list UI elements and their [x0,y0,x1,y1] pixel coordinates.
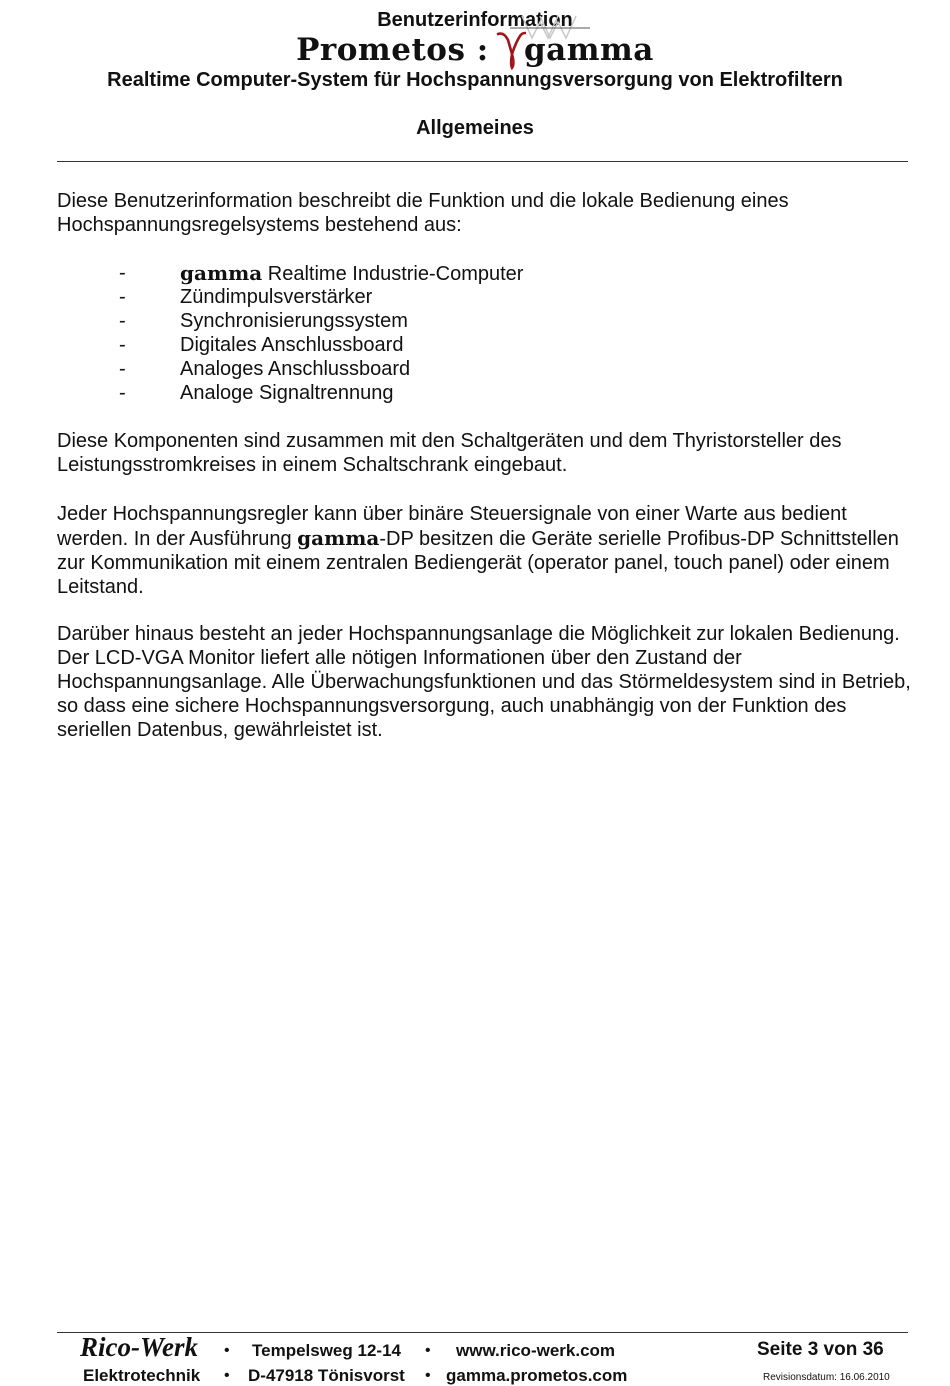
list-item-label: Analoges Anschlussboard [180,358,411,380]
product-logo-prefix: Prometos : [296,32,489,68]
list-item [57,333,913,357]
list-dash: - [119,382,126,404]
list-dash: - [119,358,126,380]
gamma-brand-word: gamma [297,526,380,550]
list-dash: - [119,286,126,308]
paragraph-control-part2: -DP besitzen die Geräte serielle Profibus-DP Schnittstellen zur Kommunikation mit einem zentralen Bediengerät (operator panel, touch panel) oder einem Leitstand. [57,528,899,598]
header-divider [57,161,908,162]
list-item [57,309,913,333]
list-item-label: Synchronisierungssystem [180,310,408,332]
page-number: Seite 3 von 36 [757,1339,884,1360]
footer-website-2[interactable]: gamma.prometos.com [446,1366,628,1385]
paragraph-control-part1: Jeder Hochspannungsregler kann über binäre Steuersignale von einer Warte aus bedient werden. In der Ausführung [57,503,847,550]
list-item-label: Zündimpulsverstärker [180,286,373,308]
list-item [57,261,913,285]
paragraph-local-operation: Darüber hinaus besteht an jeder Hochspannungsanlage die Möglichkeit zur lokalen Bedienung. Der LCD-VGA Monitor liefert alle nötigen Informationen über den Zustand der Hochspannungsanlage. Alle Überwachungsfunktionen und das Störmeldesystem sind in Betrieb, so dass eine sichere Hochspannungsversorgung, auch unabhängig von der Funktion des seriellen Datenbus, gewährleistet ist. [57,623,911,741]
list-item [57,381,913,405]
gamma-brand-word: gamma [180,261,263,285]
gamma-symbol-icon [496,30,526,70]
product-logo-suffix: gamma [523,32,654,68]
product-logo [0,30,950,70]
list-item [57,357,913,381]
footer-bullet: • [425,1367,431,1384]
intro-paragraph: Diese Benutzerinformation beschreibt die Funktion und die lokale Bedienung eines Hochspannungsregelsystems bestehend aus: [57,190,789,236]
header-kicker: Benutzerinformation [377,9,573,31]
company-logo: Rico-Werk [80,1332,198,1362]
revision-date: Revisionsdatum: 16.06.2010 [763,1372,890,1383]
footer-website-1[interactable]: www.rico-werk.com [456,1341,616,1360]
list-item-label: Analoge Signaltrennung [180,382,394,404]
paragraph-components: Diese Komponenten sind zusammen mit den Schaltgeräten und dem Thyristorsteller des Leistungsstromkreises in einem Schaltschrank eingebaut. [57,430,842,476]
list-item [57,285,913,309]
list-dash: - [119,310,126,332]
list-item-label: Realtime Industrie-Computer [262,263,524,285]
list-dash: - [119,262,126,284]
paragraph-control [57,502,913,599]
list-item-label: Digitales Anschlussboard [180,334,404,356]
list-dash: - [119,334,126,356]
company-division: Elektrotechnik [83,1366,201,1385]
footer-city: D-47918 Tönisvorst [248,1366,405,1385]
footer-bullet: • [425,1342,431,1359]
header-subtitle: Realtime Computer-System für Hochspannungsversorgung von Elektrofiltern [107,69,843,91]
component-list [57,261,913,405]
footer-street: Tempelsweg 12-14 [252,1341,401,1360]
footer-bullet: • [224,1367,230,1384]
section-title: Allgemeines [416,117,534,139]
footer-bullet: • [224,1342,230,1359]
